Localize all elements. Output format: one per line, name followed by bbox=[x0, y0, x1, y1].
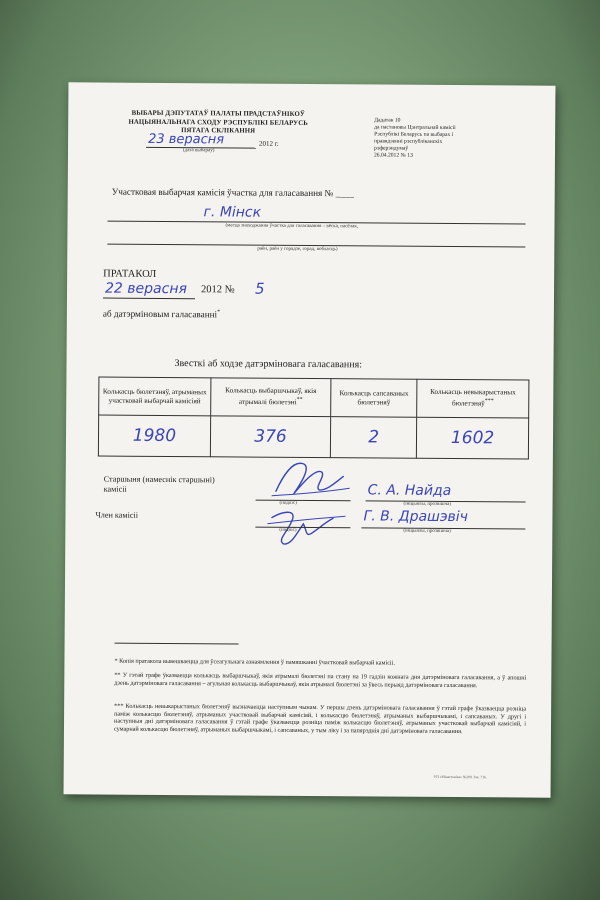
location-caption-2: раён, раён у горадзе, горад, вобласць) bbox=[257, 246, 338, 253]
header-line-1: ВЫБАРЫ ДЭПУТАТАЎ ПАЛАТЫ ПРАДСТАЎНІКОЎ bbox=[131, 109, 305, 118]
commission-title: Участковая выбарчая камісія ўчастка для галасавання № ____ bbox=[111, 186, 355, 199]
footnote-3: *** Колькасць невыкарыстаных бюлетэняў вызначаецца наступным чынам. У першы дзень датэрміновага галасавання ў гэтай графе ўказваецца розніца паміж колькасцю бюлетэняў, атрыманых участковай выбарчай камісіяй, і колькасцю бюлетэняў, атрыманых выбаршчыкамі, і сапсаваных. У другі і наступныя дні датэрміновага галасавання ў гэтай графе ўказваецца розніца паміж колькасцю бюлетэняў, атрыманых участковай выбарчай камісіяй, і сумарнай колькасцю бюлетэняў, атрыманых выбаршчыкамі, і сапсаваных, у тым ліку і за папярэднія дні датэрміновага галасавання. bbox=[113, 702, 527, 735]
date-caption: (дата выбараў) bbox=[182, 148, 215, 154]
voters-received-value: 376 bbox=[210, 416, 331, 458]
header-text: Колькасць выбаршчыкаў, якія атрымалі бюлетэні bbox=[225, 386, 317, 407]
footnote-2: ** У гэтай графе ўказваецца колькасць выбаршчыкаў, якія атрымалі бюлетэні па стану на 19 гадзін кожнага дня датэрміновага галасавання, а ў апошні дзень датэрміновага галасавання – агульная колькасць выбаршчыкаў, якія атрымалі бюлетэні за ўвесь перыяд датэрміновага галасавання. bbox=[114, 671, 527, 689]
appendix-line-2: да пастановы Цэнтральнай камісіі bbox=[374, 124, 456, 132]
protocol-number-handwritten: 5 bbox=[254, 279, 265, 298]
header-line-3: ПЯТАГА СКЛІКАННЯ bbox=[181, 127, 256, 135]
unused-ballots-value: 1602 bbox=[417, 417, 529, 459]
appendix-line-6: 26.04.2012 № 13 bbox=[373, 152, 413, 159]
election-date-handwritten: 23 верасня bbox=[148, 131, 225, 148]
header-line-2: НАЦЫЯНАЛЬНАГА СХОДУ РЭСПУБЛІКІ БЕЛАРУСЬ bbox=[128, 118, 308, 127]
spoiled-ballots-value: 2 bbox=[331, 417, 417, 459]
appendix-line-4: правядзенні рэспубліканскіх bbox=[374, 138, 443, 145]
chair-label bbox=[104, 475, 215, 496]
appendix-line-1: Дадатак 10 bbox=[374, 117, 401, 124]
header-cell bbox=[210, 378, 331, 417]
member-name-handwritten: Г. В. Драшэвіч bbox=[363, 508, 469, 526]
location-handwritten: г. Мінск bbox=[203, 204, 262, 221]
protocol-title: ПРАТАКОЛ bbox=[103, 268, 157, 280]
member-name-caption: (ініцыялы, прозвішча) bbox=[403, 528, 451, 534]
subject-footnote-mark: * bbox=[217, 309, 221, 316]
member-sign-caption: (подпіс) bbox=[279, 527, 297, 533]
protocol-subject-text: аб датэрміновым галасаванні bbox=[102, 308, 218, 320]
header-text: Колькасць бюлетэняў, атрыманых участковай выбарчай камісіяй bbox=[102, 387, 207, 405]
chair-sign-caption: (подпіс) bbox=[279, 500, 297, 506]
protocol-subject bbox=[103, 309, 220, 320]
footnote-1: * Копія пратакола вывешваецца для ўсеагульнага азнаямлення ў памяшканні ўчастковай выбарчай камісіі. bbox=[114, 657, 395, 667]
member-label: Член камісіі bbox=[95, 510, 139, 520]
protocol-year-number: 2012 № bbox=[201, 284, 235, 296]
chair-name-caption: (ініцыялы, прозвішча) bbox=[403, 501, 452, 507]
printer-imprint: УП «Мінатэхніка» №209. Зак. 716. bbox=[433, 774, 487, 780]
header-text: Колькасць невыкарыстаных бюлетэняў bbox=[430, 388, 516, 408]
appendix-line-3: Рэспублікі Беларусь па выбарах і bbox=[374, 131, 454, 138]
chair-label-line-2: камісіі bbox=[103, 484, 127, 494]
voting-data-table bbox=[98, 377, 530, 460]
ballots-received-value: 1980 bbox=[98, 415, 210, 457]
chair-signature-graphic bbox=[264, 454, 354, 505]
protocol-date-handwritten: 22 верасня bbox=[104, 280, 187, 298]
table-row bbox=[98, 415, 528, 459]
header-cell bbox=[417, 379, 529, 418]
header-footnote-mark: *** bbox=[484, 398, 494, 405]
header-cell bbox=[99, 377, 211, 416]
header-footnote-mark: ** bbox=[296, 397, 303, 404]
table-caption: Звесткі аб ходзе датэрміновага галасавання: bbox=[174, 358, 363, 371]
protocol-sheet bbox=[64, 82, 556, 797]
table-header-row bbox=[99, 377, 529, 418]
chair-name-handwritten: С. А. Найда bbox=[367, 482, 452, 499]
header-cell bbox=[331, 379, 417, 418]
appendix-note bbox=[374, 117, 514, 160]
appendix-line-5: рэферэндумаў bbox=[374, 145, 409, 152]
chair-label-line-1: Старшыня (намеснік старшыні) bbox=[103, 474, 215, 485]
election-year: 2012 г. bbox=[259, 139, 279, 148]
header-text: Колькасць сапсаваных бюлетэняў bbox=[339, 388, 409, 407]
location-caption: (месца знаходжання ўчастка для галасавання – вёска, пасёлак, bbox=[225, 223, 359, 230]
